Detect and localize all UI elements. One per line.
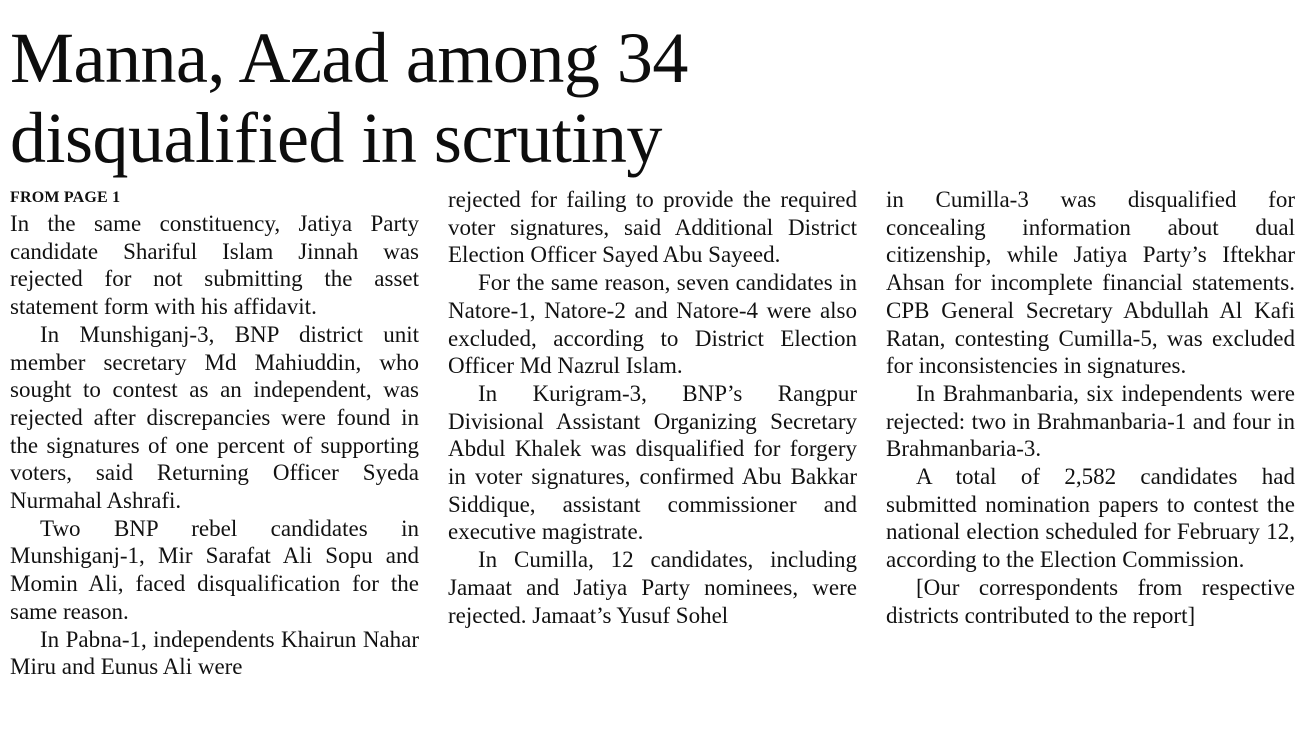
paragraph: In Kurigram-3, BNP’s Rangpur Divisional Assistant Organizing Secretary Abdul Khalek was disqualified for forgery in voter signatures, confirmed Abu Bakkar Siddique, assistant commissioner and executive magistrate. <box>448 380 857 545</box>
paragraph: For the same reason, seven candidates in Natore-1, Natore-2 and Natore-4 were also excluded, according to District Election Officer Md Nazrul Islam. <box>448 270 857 379</box>
paragraph: In Cumilla, 12 candidates, including Jamaat and Jatiya Party nominees, were rejected. Jamaat’s Yusuf Sohel <box>448 547 857 628</box>
paragraph: In Brahmanbaria, six independents were rejected: two in Brahmanbaria-1 and four in Brahmanbaria-3. <box>886 380 1295 462</box>
headline-line-1: Manna, Azad among 34 <box>10 18 688 98</box>
paragraph: In the same constituency, Jatiya Party candidate Shariful Islam Jinnah was rejected for not submitting the asset statement form with his affidavit. <box>10 211 419 320</box>
headline <box>10 18 1290 178</box>
kicker-label: FROM PAGE 1 <box>10 189 121 206</box>
paragraph: rejected for failing to provide the required voter signatures, said Additional District Election Officer Sayed Abu Sayeed. <box>448 187 857 268</box>
paragraph: In Munshiganj-3, BNP district unit member secretary Md Mahiuddin, who sought to contest as an independent, was rejected after discrepancies were found in the signatures of one percent of supporting voters, said Returning Officer Syeda Nurmahal Ashrafi. <box>10 321 419 514</box>
paragraph: A total of 2,582 candidates had submitted nomination papers to contest the national election scheduled for February 12, according to the Election Commission. <box>886 464 1295 573</box>
paragraph: [Our correspondents from respective districts contributed to the report] <box>886 574 1295 628</box>
article-column-3 <box>886 186 1295 629</box>
article-column-2 <box>448 186 857 629</box>
article-column-1 <box>10 186 419 681</box>
paragraph: Two BNP rebel candidates in Munshiganj-1, Mir Sarafat Ali Sopu and Momin Ali, faced disqualification for the same reason. <box>10 515 419 624</box>
paragraph: in Cumilla-3 was disqualified for concealing information about dual citizenship, while Jatiya Party’s Iftekhar Ahsan for incomplete financial statements. CPB General Secretary Abdullah Al Kafi Ratan, contesting Cumilla-5, was excluded for inconsistencies in signatures. <box>886 187 1295 379</box>
headline-line-2: disqualified in scrutiny <box>10 98 662 178</box>
paragraph: In Pabna-1, independents Khairun Nahar Miru and Eunus Ali were <box>10 626 419 680</box>
